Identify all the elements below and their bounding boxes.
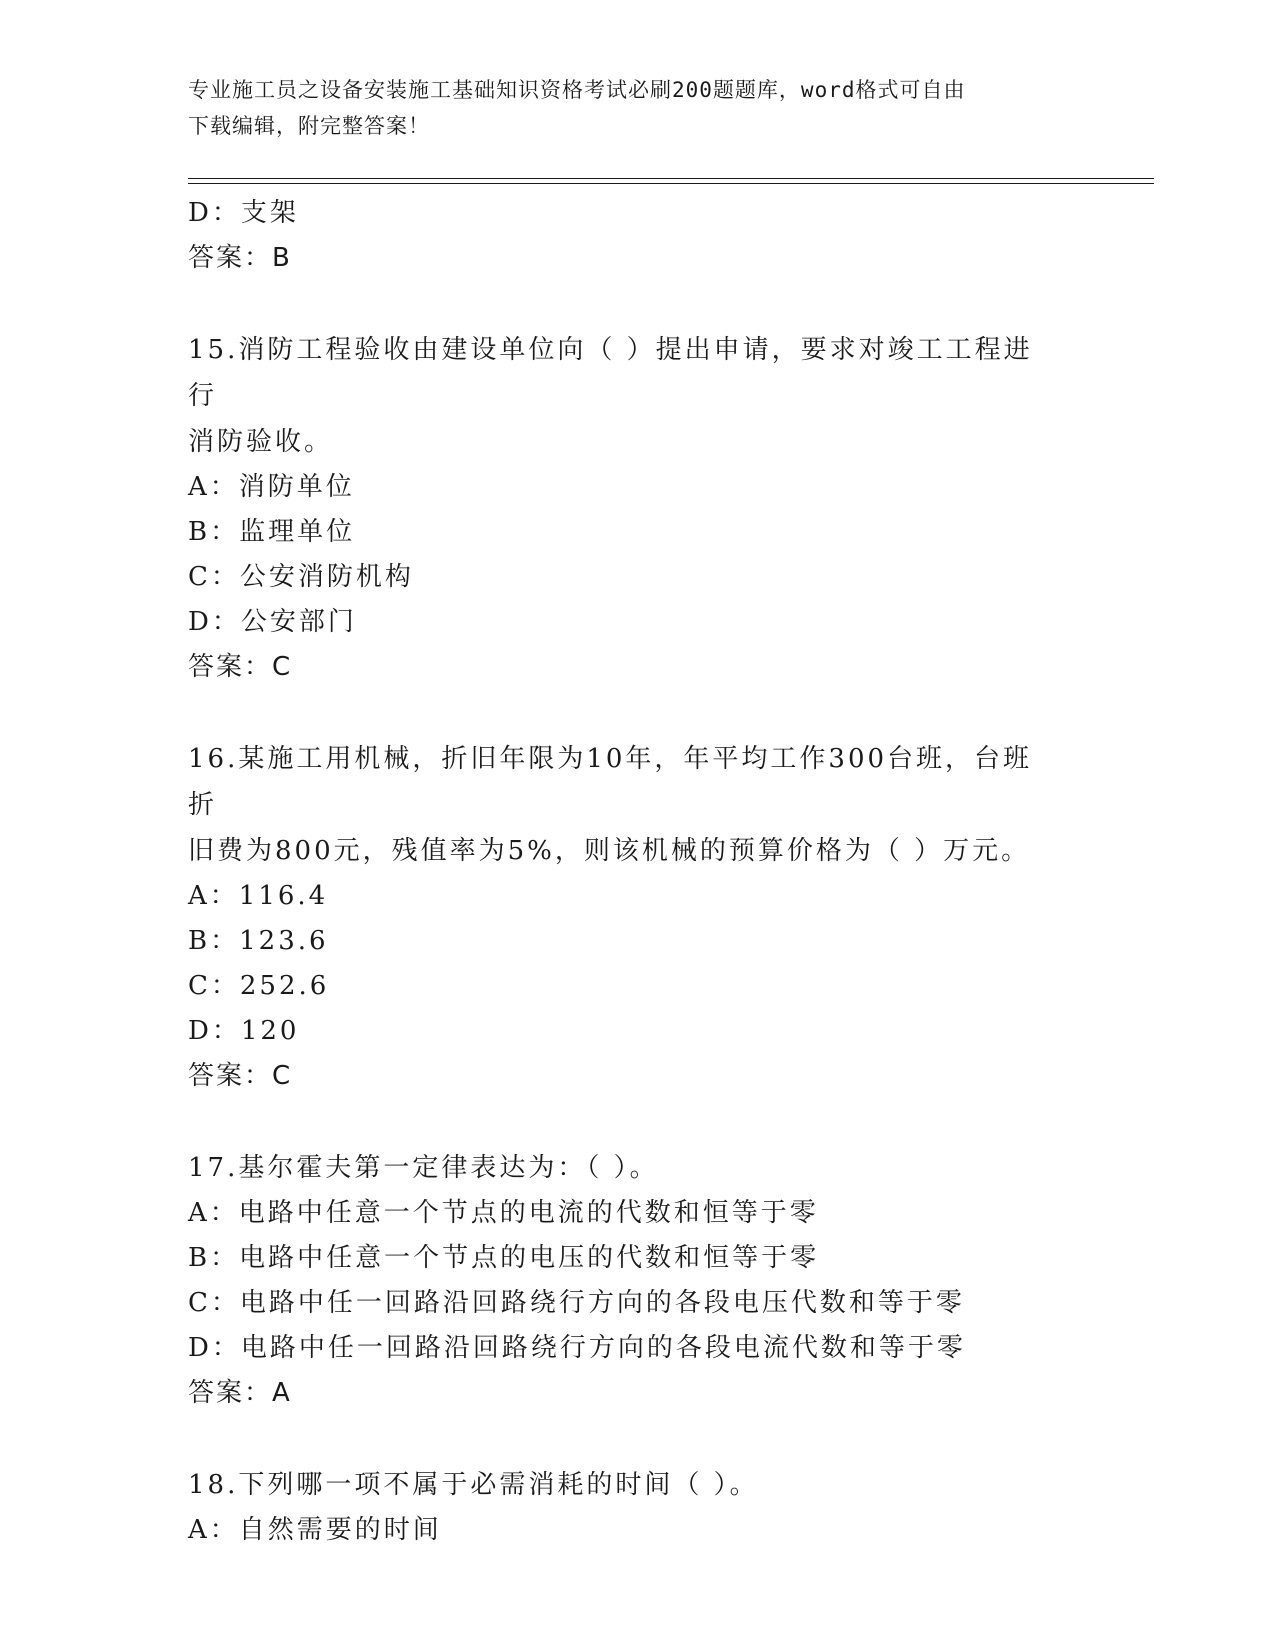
option-d: D：电路中任一回路沿回路绕行方向的各段电流代数和等于零	[188, 1333, 966, 1363]
question-stem-line: 18.下列哪一项不属于必需消耗的时间（ ）。	[188, 1470, 759, 1500]
question-stem-line: 16.某施工用机械，折旧年限为10年，年平均工作300台班，台班折	[188, 744, 1033, 820]
option-d: D：公安部门	[188, 607, 357, 637]
answer: 答案：C	[188, 652, 293, 682]
option-b: B：监理单位	[188, 517, 356, 547]
header-title-line-1: 专业施工员之设备安装施工基础知识资格考试必刷200题题库，word格式可自由	[188, 78, 966, 102]
question-list	[188, 191, 1088, 1553]
question-18	[188, 1462, 1088, 1553]
question-stem-line: 消防验收。	[188, 427, 334, 457]
question-15	[188, 327, 1088, 690]
option-a: A：电路中任意一个节点的电流的代数和恒等于零	[188, 1198, 819, 1228]
option-c: C：公安消防机构	[188, 562, 414, 592]
option-a: A：自然需要的时间	[188, 1515, 442, 1545]
question-stem-line: 15.消防工程验收由建设单位向（ ）提出申请，要求对竣工工程进行	[188, 335, 1033, 411]
header-title-line-2: 下载编辑，附完整答案！	[188, 114, 430, 138]
question-17	[188, 1145, 1088, 1416]
option-c: C：电路中任一回路沿回路绕行方向的各段电压代数和等于零	[188, 1288, 965, 1318]
question-stem-line: 17.基尔霍夫第一定律表达为：（ ）。	[188, 1153, 659, 1183]
header-divider-bottom	[188, 183, 1154, 184]
option-d: D：120	[188, 1016, 300, 1046]
option-a: A：消防单位	[188, 472, 355, 502]
option-b: B：电路中任意一个节点的电压的代数和恒等于零	[188, 1243, 820, 1273]
answer: 答案：C	[188, 1061, 293, 1091]
option-a: A：116.4	[188, 881, 329, 911]
page-header	[188, 72, 1068, 144]
question-stem-line: 旧费为800元，残值率为5%，则该机械的预算价格为（ ）万元。	[188, 836, 1031, 866]
header-divider-top	[188, 178, 1154, 179]
answer: 答案：A	[188, 1378, 292, 1408]
option-b: B：123.6	[188, 926, 329, 956]
prev-answer: 答案：B	[188, 243, 292, 273]
prev-option-d: D：支架	[188, 198, 299, 228]
option-c: C：252.6	[188, 971, 330, 1001]
question-16	[188, 736, 1088, 1099]
